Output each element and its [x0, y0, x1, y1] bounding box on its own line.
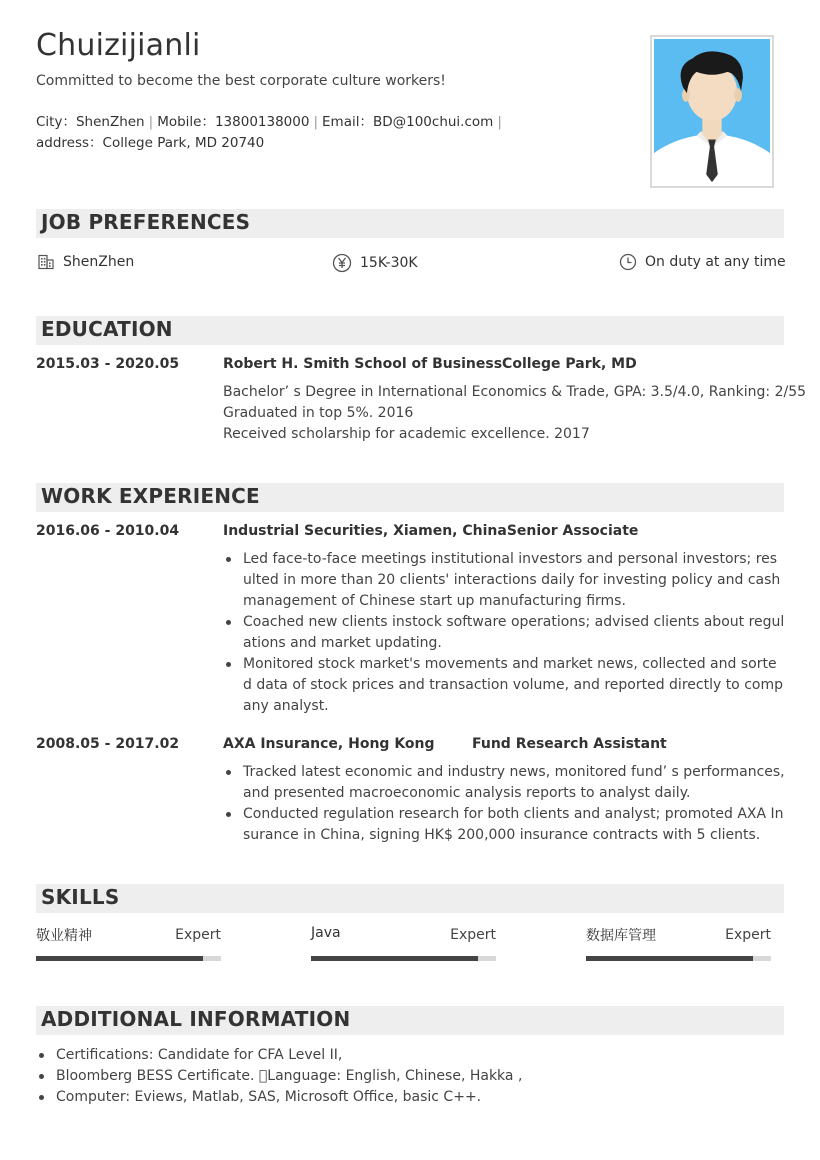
pref-availability-value: On duty at any time	[645, 254, 786, 270]
skill-level: Expert	[725, 927, 771, 943]
contact-info	[36, 112, 506, 154]
contact-city: City：ShenZhen	[36, 114, 145, 130]
pref-city-value: ShenZhen	[63, 254, 135, 270]
education-detail-line: Bachelor’ s Degree in International Economics & Trade, GPA: 3.5/4.0, Ranking: 2/55	[223, 384, 807, 400]
work-duty-item: Monitored stock market's movements and market news, collected and sorted data of stock prices and transaction volume, and reported directly to company analyst.	[223, 654, 785, 717]
work-duty-item: Conducted regulation research for both clients and analyst; promoted AXA Insurance in China, signing HK$ 200,000 insurance contracts with 5 clients.	[223, 804, 785, 846]
additional-info-list	[36, 1045, 784, 1108]
work-date: 2008.05 - 2017.02	[36, 736, 180, 752]
candidate-motto: Committed to become the best corporate culture workers!	[36, 73, 446, 89]
work-date: 2016.06 - 2010.04	[36, 523, 180, 539]
education-school-line	[223, 356, 637, 372]
work-company: Industrial Securities, Xiamen, China	[223, 523, 507, 539]
skill-level: Expert	[175, 927, 221, 943]
skill-bar-track	[36, 956, 221, 961]
additional-info-item: Certifications: Candidate for CFA Level II,	[36, 1045, 784, 1066]
section-header-education	[36, 316, 784, 345]
contact-address: address：College Park, MD 20740	[36, 135, 265, 151]
section-header-work-experience	[36, 483, 784, 512]
skill-name: 数据库管理	[586, 928, 656, 944]
profile-photo	[650, 35, 774, 188]
education-location: College Park, MD	[502, 356, 637, 372]
skill-item	[586, 925, 771, 965]
work-duties	[223, 549, 785, 717]
pref-availability	[619, 253, 786, 271]
clock-icon	[619, 253, 637, 271]
skill-item	[36, 925, 221, 965]
contact-separator: |	[148, 114, 154, 130]
work-duty-item: Coached new clients instock software operations; advised clients about regulations and market updating.	[223, 612, 785, 654]
candidate-name: Chuizijianli	[36, 28, 201, 63]
skill-bar-fill	[36, 956, 203, 961]
section-header-job-preferences	[36, 209, 784, 238]
additional-info-item: Bloomberg BESS Certificate.  Language: English, Chinese, Hakka ,	[36, 1066, 784, 1087]
section-title: ADDITIONAL INFORMATION	[41, 1007, 351, 1031]
section-title: WORK EXPERIENCE	[41, 484, 260, 508]
work-duty-item: Tracked latest economic and industry news, monitored fund’ s performances, and presented macroeconomic analysis reports to analyst daily.	[223, 762, 785, 804]
skill-bar-fill	[311, 956, 478, 961]
work-company-line	[223, 523, 638, 539]
skill-item	[311, 925, 496, 965]
section-title: SKILLS	[41, 885, 120, 909]
education-detail-line: Graduated in top 5%. 2016	[223, 405, 414, 421]
work-duties	[223, 762, 785, 846]
work-title: Fund Research Assistant	[472, 736, 667, 752]
yuan-icon	[332, 253, 352, 273]
building-icon	[37, 253, 55, 271]
skill-name: 敬业精神	[36, 928, 92, 944]
skill-name: Java	[311, 925, 341, 941]
additional-info-item: Computer: Eviews, Matlab, SAS, Microsoft Office, basic C++.	[36, 1087, 784, 1108]
education-date: 2015.03 - 2020.05	[36, 356, 180, 372]
contact-separator: |	[497, 114, 502, 130]
skill-bar-track	[311, 956, 496, 961]
work-title: Senior Associate	[506, 523, 639, 539]
contact-separator: |	[313, 114, 319, 130]
skill-level: Expert	[450, 927, 496, 943]
section-title: EDUCATION	[41, 317, 173, 341]
pref-salary-value: 15K-30K	[360, 255, 418, 271]
skill-bar-fill	[586, 956, 753, 961]
contact-email[interactable]: Email：BD@100chui.com	[322, 114, 494, 130]
avatar-illustration	[654, 39, 770, 184]
education-school: Robert H. Smith School of Business	[223, 356, 503, 372]
work-duty-item: Led face-to-face meetings institutional investors and personal investors; resulted in more than 20 clients' interactions daily for investing policy and cash management of Chinese start up manufacturing firms.	[223, 549, 785, 612]
contact-mobile: Mobile：13800138000	[157, 114, 310, 130]
skill-bar-track	[586, 956, 771, 961]
pref-salary	[332, 253, 418, 273]
pref-city	[37, 253, 134, 271]
section-header-skills	[36, 884, 784, 913]
section-header-additional-information	[36, 1006, 784, 1035]
work-company: AXA Insurance, Hong Kong	[223, 736, 435, 752]
education-details	[223, 382, 807, 445]
section-title: JOB PREFERENCES	[41, 210, 251, 234]
education-detail-line: Received scholarship for academic excellence. 2017	[223, 426, 590, 442]
